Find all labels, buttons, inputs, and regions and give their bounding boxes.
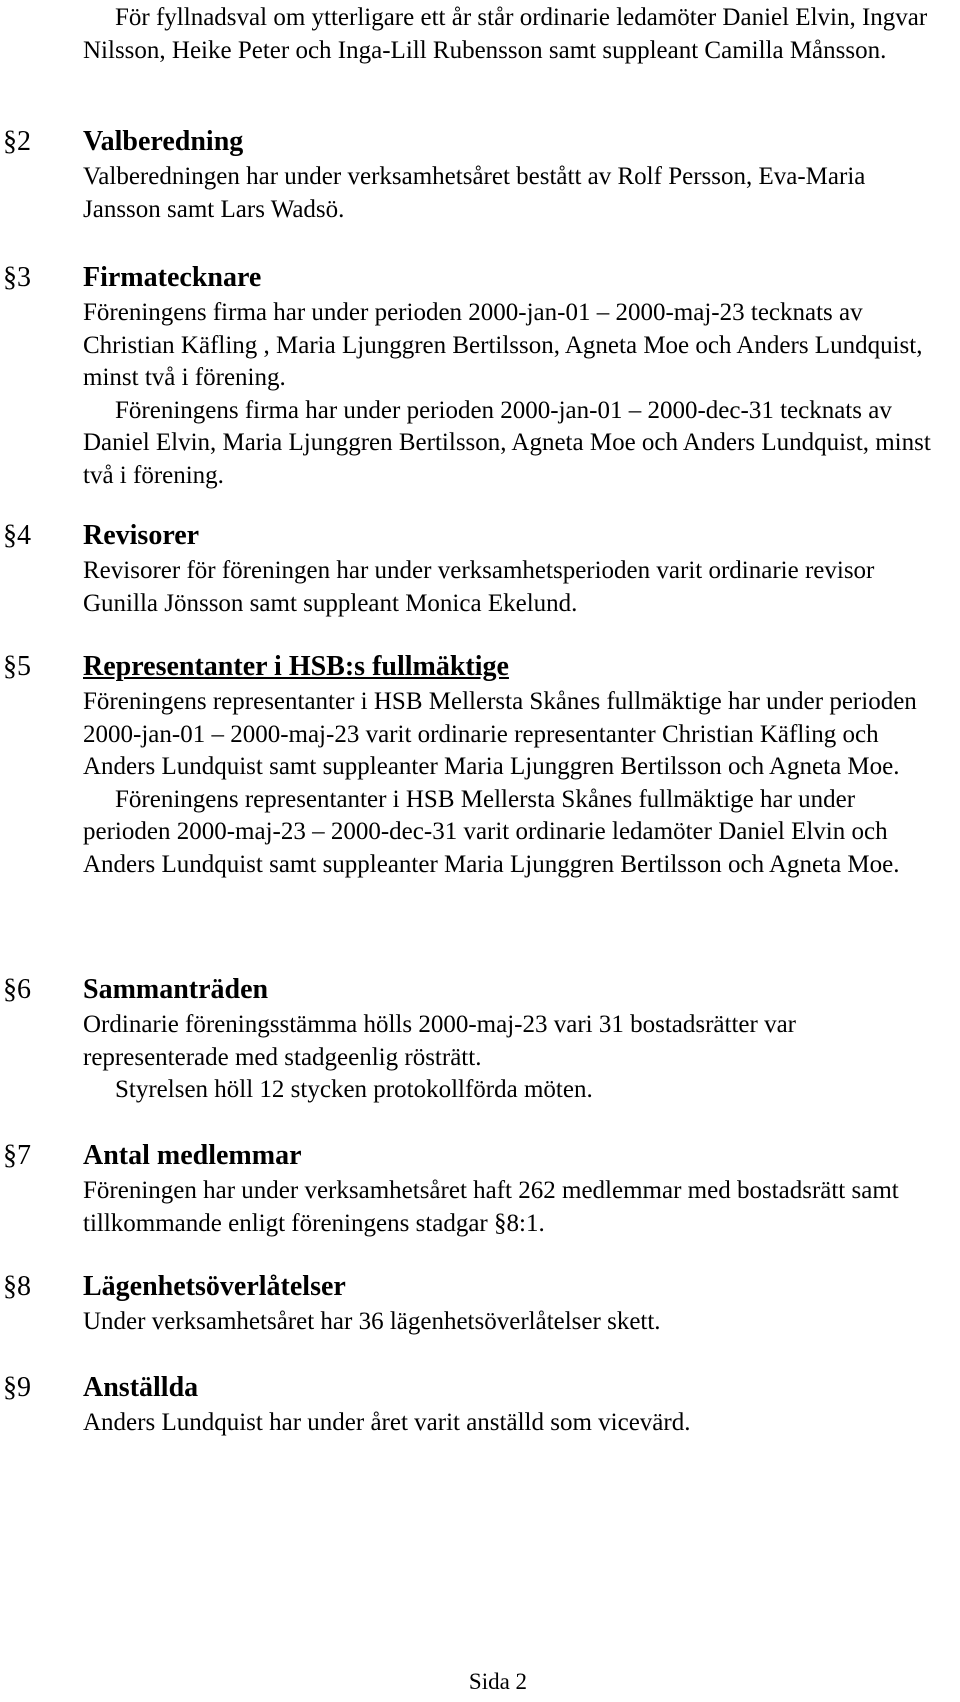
intro-paragraph: För fyllnadsval om ytterligare ett år står ordinarie ledamöter Daniel Elvin, Ingvar Nilsson, Heike Peter och Inga-Lill Rubensson samt suppleant Camilla Månsson.: [83, 4, 928, 64]
section-number: §4: [3, 520, 31, 551]
section-body: [83, 1306, 943, 1339]
section-paragraph: Anders Lundquist har under året varit anställd som vicevärd.: [83, 1409, 691, 1436]
section-number: §9: [3, 1372, 31, 1403]
section-title: Representanter i HSB:s fullmäktige: [83, 651, 509, 682]
section-title: Valberedning: [83, 126, 244, 157]
section-title: Firmatecknare: [83, 262, 262, 293]
section-number: §8: [3, 1271, 31, 1302]
section-paragraph: Revisorer för föreningen har under verksamhetsperioden varit ordinarie revisor Gunilla Jönsson samt suppleant Monica Ekelund.: [83, 557, 875, 617]
section-paragraph: Föreningens representanter i HSB Mellersta Skånes fullmäktige har under perioden 2000-maj-23 – 2000-dec-31 varit ordinarie ledamöter Daniel Elvin och Anders Lundquist samt suppleanter Maria Ljunggren Bertilsson och Agneta Moe.: [83, 785, 900, 878]
section-title: Anställda: [83, 1372, 199, 1403]
section-title: Revisorer: [83, 520, 200, 551]
section-number: §6: [3, 974, 31, 1005]
section-paragraph: Ordinarie föreningsstämma hölls 2000-maj-23 vari 31 bostadsrätter var representerade med stadgeenlig rösträtt.: [83, 1011, 797, 1071]
section-paragraph: Föreningens firma har under perioden 2000-jan-01 – 2000-maj-23 tecknats av Christian Käfling , Maria Ljunggren Bertilsson, Agneta Moe och Anders Lundquist, minst två i förening.: [83, 299, 923, 391]
section-body: [83, 1175, 943, 1240]
section-body: [83, 1009, 943, 1107]
section-paragraph: Föreningens representanter i HSB Mellersta Skånes fullmäktige har under perioden 2000-jan-01 – 2000-maj-23 varit ordinarie representanter Christian Käfling och Anders Lundquist samt suppleanter Maria Ljunggren Bertilsson och Agneta Moe.: [83, 688, 917, 780]
section-paragraph: Föreningens firma har under perioden 2000-jan-01 – 2000-dec-31 tecknats av Daniel Elvin, Maria Ljunggren Bertilsson, Agneta Moe och Anders Lundquist, minst två i förening.: [83, 396, 931, 489]
section-number: §7: [3, 1140, 31, 1171]
section-body: [83, 1407, 943, 1440]
section-body: [83, 555, 943, 620]
section-title: Antal medlemmar: [83, 1140, 302, 1171]
section-number: §3: [3, 262, 31, 293]
section-paragraph: Styrelsen höll 12 stycken protokollförda möten.: [115, 1076, 593, 1103]
section-body: [83, 161, 943, 226]
section-body: [83, 686, 943, 881]
section-title: Lägenhetsöverlåtelser: [83, 1271, 346, 1302]
section-number: §5: [3, 651, 31, 682]
section-title: Sammanträden: [83, 974, 269, 1005]
section-body: [83, 297, 943, 492]
section-paragraph: Valberedningen har under verksamhetsåret bestått av Rolf Persson, Eva-Maria Jansson samt Lars Wadsö.: [83, 163, 866, 223]
section-paragraph: Under verksamhetsåret har 36 lägenhetsöverlåtelser skett.: [83, 1308, 661, 1335]
page-number: Sida 2: [468, 1669, 528, 1694]
section-number: §2: [3, 126, 31, 157]
section-paragraph: Föreningen har under verksamhetsåret haft 262 medlemmar med bostadsrätt samt tillkommande enligt föreningens stadgar §8:1.: [83, 1177, 899, 1237]
